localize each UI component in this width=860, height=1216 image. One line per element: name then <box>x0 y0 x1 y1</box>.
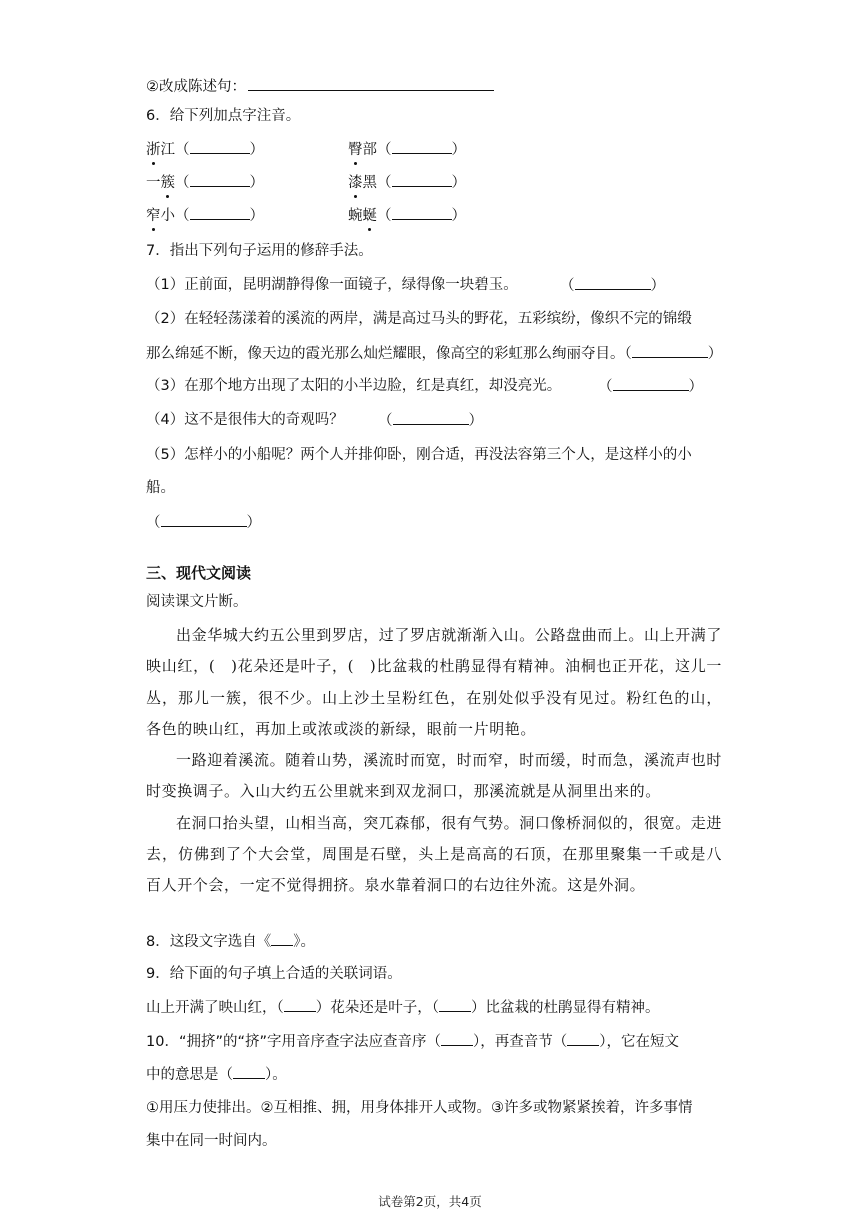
q10-options-line2: 集中在同一时间内。 <box>146 1133 277 1149</box>
q5-item2-label: ②改成陈述句： <box>146 79 246 95</box>
passage-paragraph-1: 出金华城大约五公里到罗店，过了罗店就渐渐入山。公路盘曲而上。山上开满了映山红，( )花朵还是叶子，( )比盆栽的杜鹃显得有精神。油桐也正开花，这儿一丛，那儿一簇，很不少。山上沙土呈粉红色，在别处似乎没有见过。粉红色的山，各色的映山红，再加上或浓或淡的新绿，眼前一片明艳。 <box>146 626 723 738</box>
q7-s2-line2: 那么绵延不断，像天边的霞光那么灿烂耀眼，像高空的彩虹那么绚丽夺目。（ ） <box>146 343 722 364</box>
q5-item2 <box>146 75 494 97</box>
q7-s3-answer: （ ） <box>598 376 703 397</box>
char: 一 <box>146 175 161 191</box>
answer-blank[interactable] <box>284 997 316 1012</box>
answer-blank[interactable] <box>190 205 250 220</box>
q7-s5-line2: 船。 <box>146 480 175 496</box>
q9-text: ）比盆栽的杜鹃显得有精神。 <box>471 1000 660 1016</box>
q8-text: 》。 <box>293 934 315 950</box>
sentence: 那么绵延不断，像天边的霞光那么灿烂耀眼，像高空的彩虹那么绚丽夺目。 <box>146 346 625 362</box>
answer-blank[interactable] <box>190 139 250 154</box>
answer-blank[interactable] <box>393 410 469 425</box>
q8-text: 8．这段文字选自《 <box>146 934 272 950</box>
char: 黑 <box>362 175 377 191</box>
char: 部 <box>362 142 377 158</box>
answer-blank[interactable] <box>161 512 247 527</box>
dotted-char: 漆 <box>348 175 363 191</box>
q10-text: 10．“拥挤”的“挤”字用音序查字法应查音序（ <box>146 1034 441 1050</box>
dotted-char: 蜒 <box>362 208 377 224</box>
q6-item-zhejiang: 浙江（ ） <box>146 139 264 160</box>
dotted-char: 簇 <box>160 175 175 191</box>
answer-blank[interactable] <box>392 205 452 220</box>
q7-s5-answer: （ ） <box>146 512 261 533</box>
answer-blank[interactable] <box>392 139 452 154</box>
answer-blank[interactable] <box>439 997 471 1012</box>
q6-item-wanyan: 蜿蜒（ ） <box>348 205 466 226</box>
reading-passage <box>146 620 722 902</box>
char: 蜿 <box>348 208 363 224</box>
q9-text: ）花朵还是叶子，（ <box>315 1000 439 1016</box>
q10-options-line1: ①用压力使排出。②互相推、拥，用身体排开人或物。③许多或物紧紧挨着，许多事情 <box>146 1100 693 1116</box>
q7-stem: 7．指出下列句子运用的修辞手法。 <box>146 243 373 259</box>
q10-line1 <box>146 1031 679 1052</box>
answer-blank[interactable] <box>567 1031 599 1046</box>
answer-blank[interactable] <box>248 75 494 91</box>
answer-blank[interactable] <box>233 1064 265 1079</box>
dotted-char: 浙 <box>146 142 161 158</box>
passage-paragraph-3: 在洞口抬头望，山相当高，突兀森郁，很有气势。洞口像桥洞似的，很宽。走进去，仿佛到了个大会堂，周围是石壁，头上是高高的石顶，在那里聚集一千或是八百人开个会，一定不觉得拥挤。泉水靠着洞口的右边往外流。这是外洞。 <box>146 813 723 895</box>
q7-s4 <box>146 410 344 430</box>
answer-blank[interactable] <box>271 931 293 946</box>
q10-text: ），再查音节（ <box>473 1034 568 1050</box>
passage-paragraph-2: 一路迎着溪流。随着山势，溪流时而宽，时而窄，时而缓，时而急，溪流声也时时变换调子。入山大约五公里就来到双龙洞口，那溪流就是从洞里出来的。 <box>146 751 723 801</box>
q6-stem: 6．给下列加点字注音。 <box>146 108 301 124</box>
section-title: 三、现代文阅读 <box>146 564 252 582</box>
answer-blank[interactable] <box>632 343 708 358</box>
char: 小 <box>160 208 175 224</box>
sentence: （3）在那个地方出现了太阳的小半边脸，红是真红，却没亮光。 <box>146 378 562 394</box>
reading-intro: 阅读课文片断。 <box>146 594 248 610</box>
q10-text: ）。 <box>265 1067 287 1083</box>
q10-line2 <box>146 1064 287 1085</box>
q10-text: 中的意思是（ <box>146 1067 233 1083</box>
answer-blank[interactable] <box>575 275 651 290</box>
q6-item-qihei: 漆黑（ ） <box>348 172 466 193</box>
char: 江 <box>160 142 175 158</box>
dotted-char: 窄 <box>146 208 161 224</box>
q9-text: 山上开满了映山红，（ <box>146 1000 284 1016</box>
answer-blank[interactable] <box>613 376 689 391</box>
q7-s2-line1: （2）在轻轻荡漾着的溪流的两岸，满是高过马头的野花，五彩缤纷，像织不完的锦缎 <box>146 311 692 327</box>
q7-s4-answer: （ ） <box>378 410 483 431</box>
q9-sentence <box>146 997 660 1018</box>
sentence: （1）正前面，昆明湖静得像一面镜子，绿得像一块碧玉。 <box>146 277 518 293</box>
q7-s1-answer: （ ） <box>560 275 665 296</box>
sentence: （4）这不是很伟大的奇观吗？ <box>146 412 344 428</box>
answer-blank[interactable] <box>441 1031 473 1046</box>
q7-s5-line1: （5）怎样小的小船呢？两个人并排仰卧，刚合适，再没法容第三个人，是这样小的小 <box>146 447 692 463</box>
q8 <box>146 931 315 952</box>
answer-blank[interactable] <box>190 172 250 187</box>
page-footer: 试卷第2页，共4页 <box>378 1194 482 1209</box>
dotted-char: 臀 <box>348 142 363 158</box>
q10-text: ），它在短文 <box>599 1034 679 1050</box>
q9-stem: 9．给下面的句子填上合适的关联词语。 <box>146 966 402 982</box>
q6-item-yicu: 一簇（ ） <box>146 172 264 193</box>
q7-s3 <box>146 376 561 396</box>
answer-blank[interactable] <box>392 172 452 187</box>
q6-item-tunbu: 臀部（ ） <box>348 139 466 160</box>
q7-s1 <box>146 275 518 295</box>
q6-item-zhaixiao: 窄小（ ） <box>146 205 264 226</box>
